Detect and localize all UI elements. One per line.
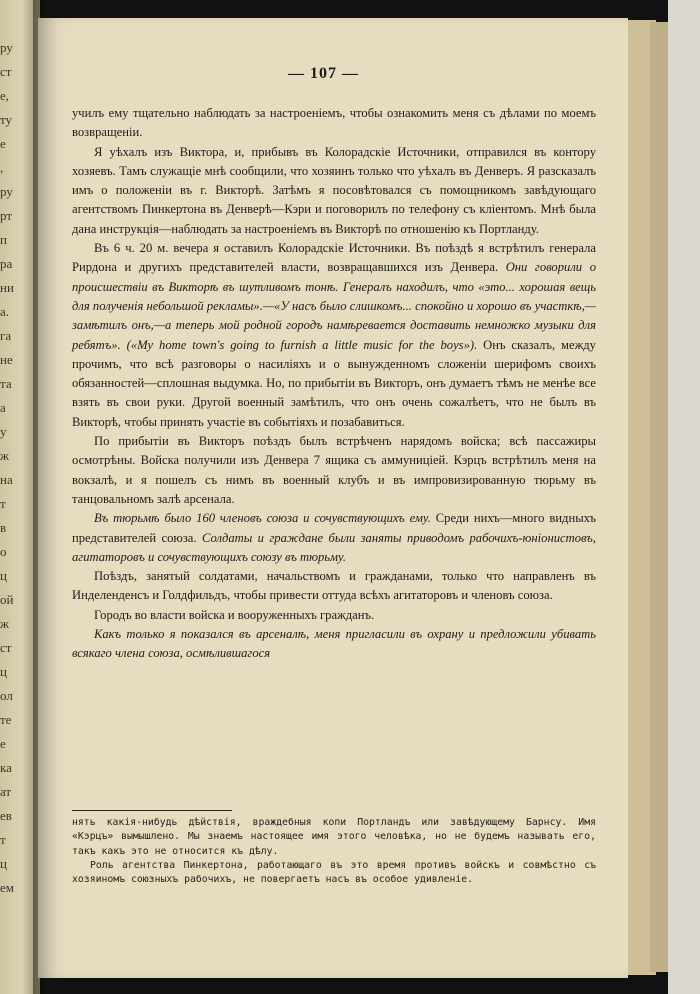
left-page-fragment: ст xyxy=(0,64,12,79)
italic-run: Въ тюрьмѣ было 160 членовъ союза и сочувствующихъ ему. xyxy=(94,511,431,526)
left-page-fragment: ст xyxy=(0,640,12,655)
left-page-fragment: те xyxy=(0,712,12,727)
paragraph: По прибытіи въ Викторъ поѣздъ былъ встрѣченъ нарядомъ войска; всѣ пассажиры осмотрѣны. Войска получили изъ Денвера 7 ящика съ аммуниціей. Кэрцъ встрѣтилъ меня на вокзалѣ, и я пошелъ съ нимъ въ военный клубъ и въ импровизированную тюрьму въ танцовальномъ залѣ арсенала. xyxy=(72,434,596,506)
paragraph: училъ ему тщательно наблюдать за настроеніемъ, чтобы ознакомить меня съ дѣлами по моемъ возвращеніи. xyxy=(72,106,596,140)
text-run: Въ 6 ч. 20 м. вечера я оставилъ Колорадскіе Источники. Въ поѣздѣ я встрѣтилъ генерала Рирдона и другихъ представителей власти, возвращавшихся изъ Денвера. xyxy=(72,241,596,275)
left-page-fragment: т xyxy=(0,496,6,511)
left-page-fragment: ра xyxy=(0,256,13,271)
text-run: Онъ сказалъ, между прочимъ, что всѣ разговоры о насиліяхъ и о вынужденномъ сложеніи шерифомъ своихъ обязанностей—сплошная выдумка. Но, по прибытіи въ Викторъ, онъ думаетъ тѣмъ не менѣе все взять въ свои руки. Другой военный замѣтилъ, что онъ очень сожалѣетъ, что не былъ въ Викторѣ, чтобы принять участіе въ событіяхъ и позабавиться. xyxy=(72,337,596,429)
footnote: нять какія-нибудь дѣйствія, враждебныя копи Портландъ или завѣдующему Барнсу. Имя «Кэрцъ» вымышлено. Мы знаемъ настоящее имя этого человѣка, но не будемъ называть его, такъ какъ это не относится къ дѣлу. xyxy=(72,817,596,857)
left-page-fragment: а xyxy=(0,400,6,415)
left-page-fragment: та xyxy=(0,376,12,391)
italic-run: Солдаты и граждане были заняты приводомъ рабочихъ-юніонистовъ, агитаторовъ и сочувствующихъ союзу въ тюрьму. xyxy=(72,530,596,564)
footnote: Роль агентства Пинкертона, работающаго въ это время противъ войскъ и совмѣстно съ хозяиномъ союзныхъ рабочихъ, не повергаетъ насъ въ особое удивленіе. xyxy=(72,859,596,886)
left-page-fragment: а. xyxy=(0,304,10,319)
paragraph: Я уѣхалъ изъ Виктора, и, прибывъ въ Колорадскіе Источники, отправился въ контору хозяевъ. Тамъ служащіе мнѣ сообщили, что хозяинъ только что уѣхалъ въ Денверъ. Я разсказалъ имъ о положеніи въ г. Викторѣ. Затѣмъ я посовѣтовался съ помощникомъ завѣдующаго агентствомъ Пинкертона въ Денверѣ—Кэри и поговорилъ по телефону съ кліентомъ. Мнѣ была дана инструкція—наблюдать за настроеніемъ въ Викторѣ по отношенію къ Портланду. xyxy=(72,144,596,236)
paragraph: Городъ во власти войска и вооруженныхъ гражданъ. xyxy=(94,607,375,622)
italic-quote: Они говорили о происшествіи въ Викторѣ въ шутливомъ тонѣ. Генералъ находилъ, что «это... хорошая вещь для полученія небольшой рекламы».—«У насъ было слишкомъ... спокойно и хорошо въ участкѣ,—замѣтилъ онъ,—а теперь мой родной городъ намѣревается доставить немножко музыки для ребятъ». («My home town's going to furnish a little music for the boys»). xyxy=(72,260,596,352)
paragraph xyxy=(72,625,596,664)
left-page-fragment: е, xyxy=(0,88,10,103)
left-page-fragment: п xyxy=(0,232,7,247)
left-page-fragment: ни xyxy=(0,280,14,295)
footnotes xyxy=(72,816,596,887)
paragraph xyxy=(72,509,596,567)
left-page-fragment: , xyxy=(0,160,4,175)
body-text xyxy=(72,104,596,664)
left-page-fragment: т xyxy=(0,832,6,847)
left-page-fragment: е xyxy=(0,736,6,751)
italic-run: Какъ только я показался въ арсеналѣ, меня пригласили въ охрану и предложили убивать всякаго члена союза, осмѣлившагося xyxy=(72,627,596,661)
paragraph: Поѣздъ, занятый солдатами, начальствомъ и гражданами, только что направленъ въ Инделенденсъ и Голдфильдъ, чтобы привести оттуда всѣхъ агитаторовъ и членовъ союза. xyxy=(72,569,596,603)
book-cover xyxy=(668,0,700,994)
left-page-fragment: ой xyxy=(0,592,14,607)
left-page-fragment: ру xyxy=(0,184,13,199)
page-edge-stack-inner xyxy=(650,22,670,972)
left-page-fragment: ж xyxy=(0,616,9,631)
left-page-fragment: ка xyxy=(0,760,12,775)
left-page-fragment: ц xyxy=(0,568,7,583)
left-page-fragment: ол xyxy=(0,688,13,703)
left-page-fragment: га xyxy=(0,328,12,343)
left-page-fragment: ру xyxy=(0,40,13,55)
left-page-fragment: на xyxy=(0,472,13,487)
left-page-fragment: ц xyxy=(0,664,7,679)
left-page-fragment: ев xyxy=(0,808,12,823)
left-page-fragment: не xyxy=(0,352,13,367)
left-page-fragment: ж xyxy=(0,448,9,463)
left-page-fragment: ту xyxy=(0,112,13,127)
page-number: — 107 — xyxy=(288,65,359,82)
left-page-fragment: ем xyxy=(0,880,14,895)
left-page-fragment: рт xyxy=(0,208,13,223)
text-run: Среди нихъ—много видныхъ представителей союза. xyxy=(72,511,596,545)
left-page-fragment: ат xyxy=(0,784,12,799)
left-page-fragment: в xyxy=(0,520,7,535)
right-page xyxy=(38,18,628,978)
left-page-fragment: у xyxy=(0,424,7,439)
left-page-fragment: е xyxy=(0,136,6,151)
left-page-fragment: ц xyxy=(0,856,7,871)
paragraph xyxy=(72,239,596,432)
left-page-fragment: о xyxy=(0,544,7,559)
footnote-rule xyxy=(72,810,232,811)
